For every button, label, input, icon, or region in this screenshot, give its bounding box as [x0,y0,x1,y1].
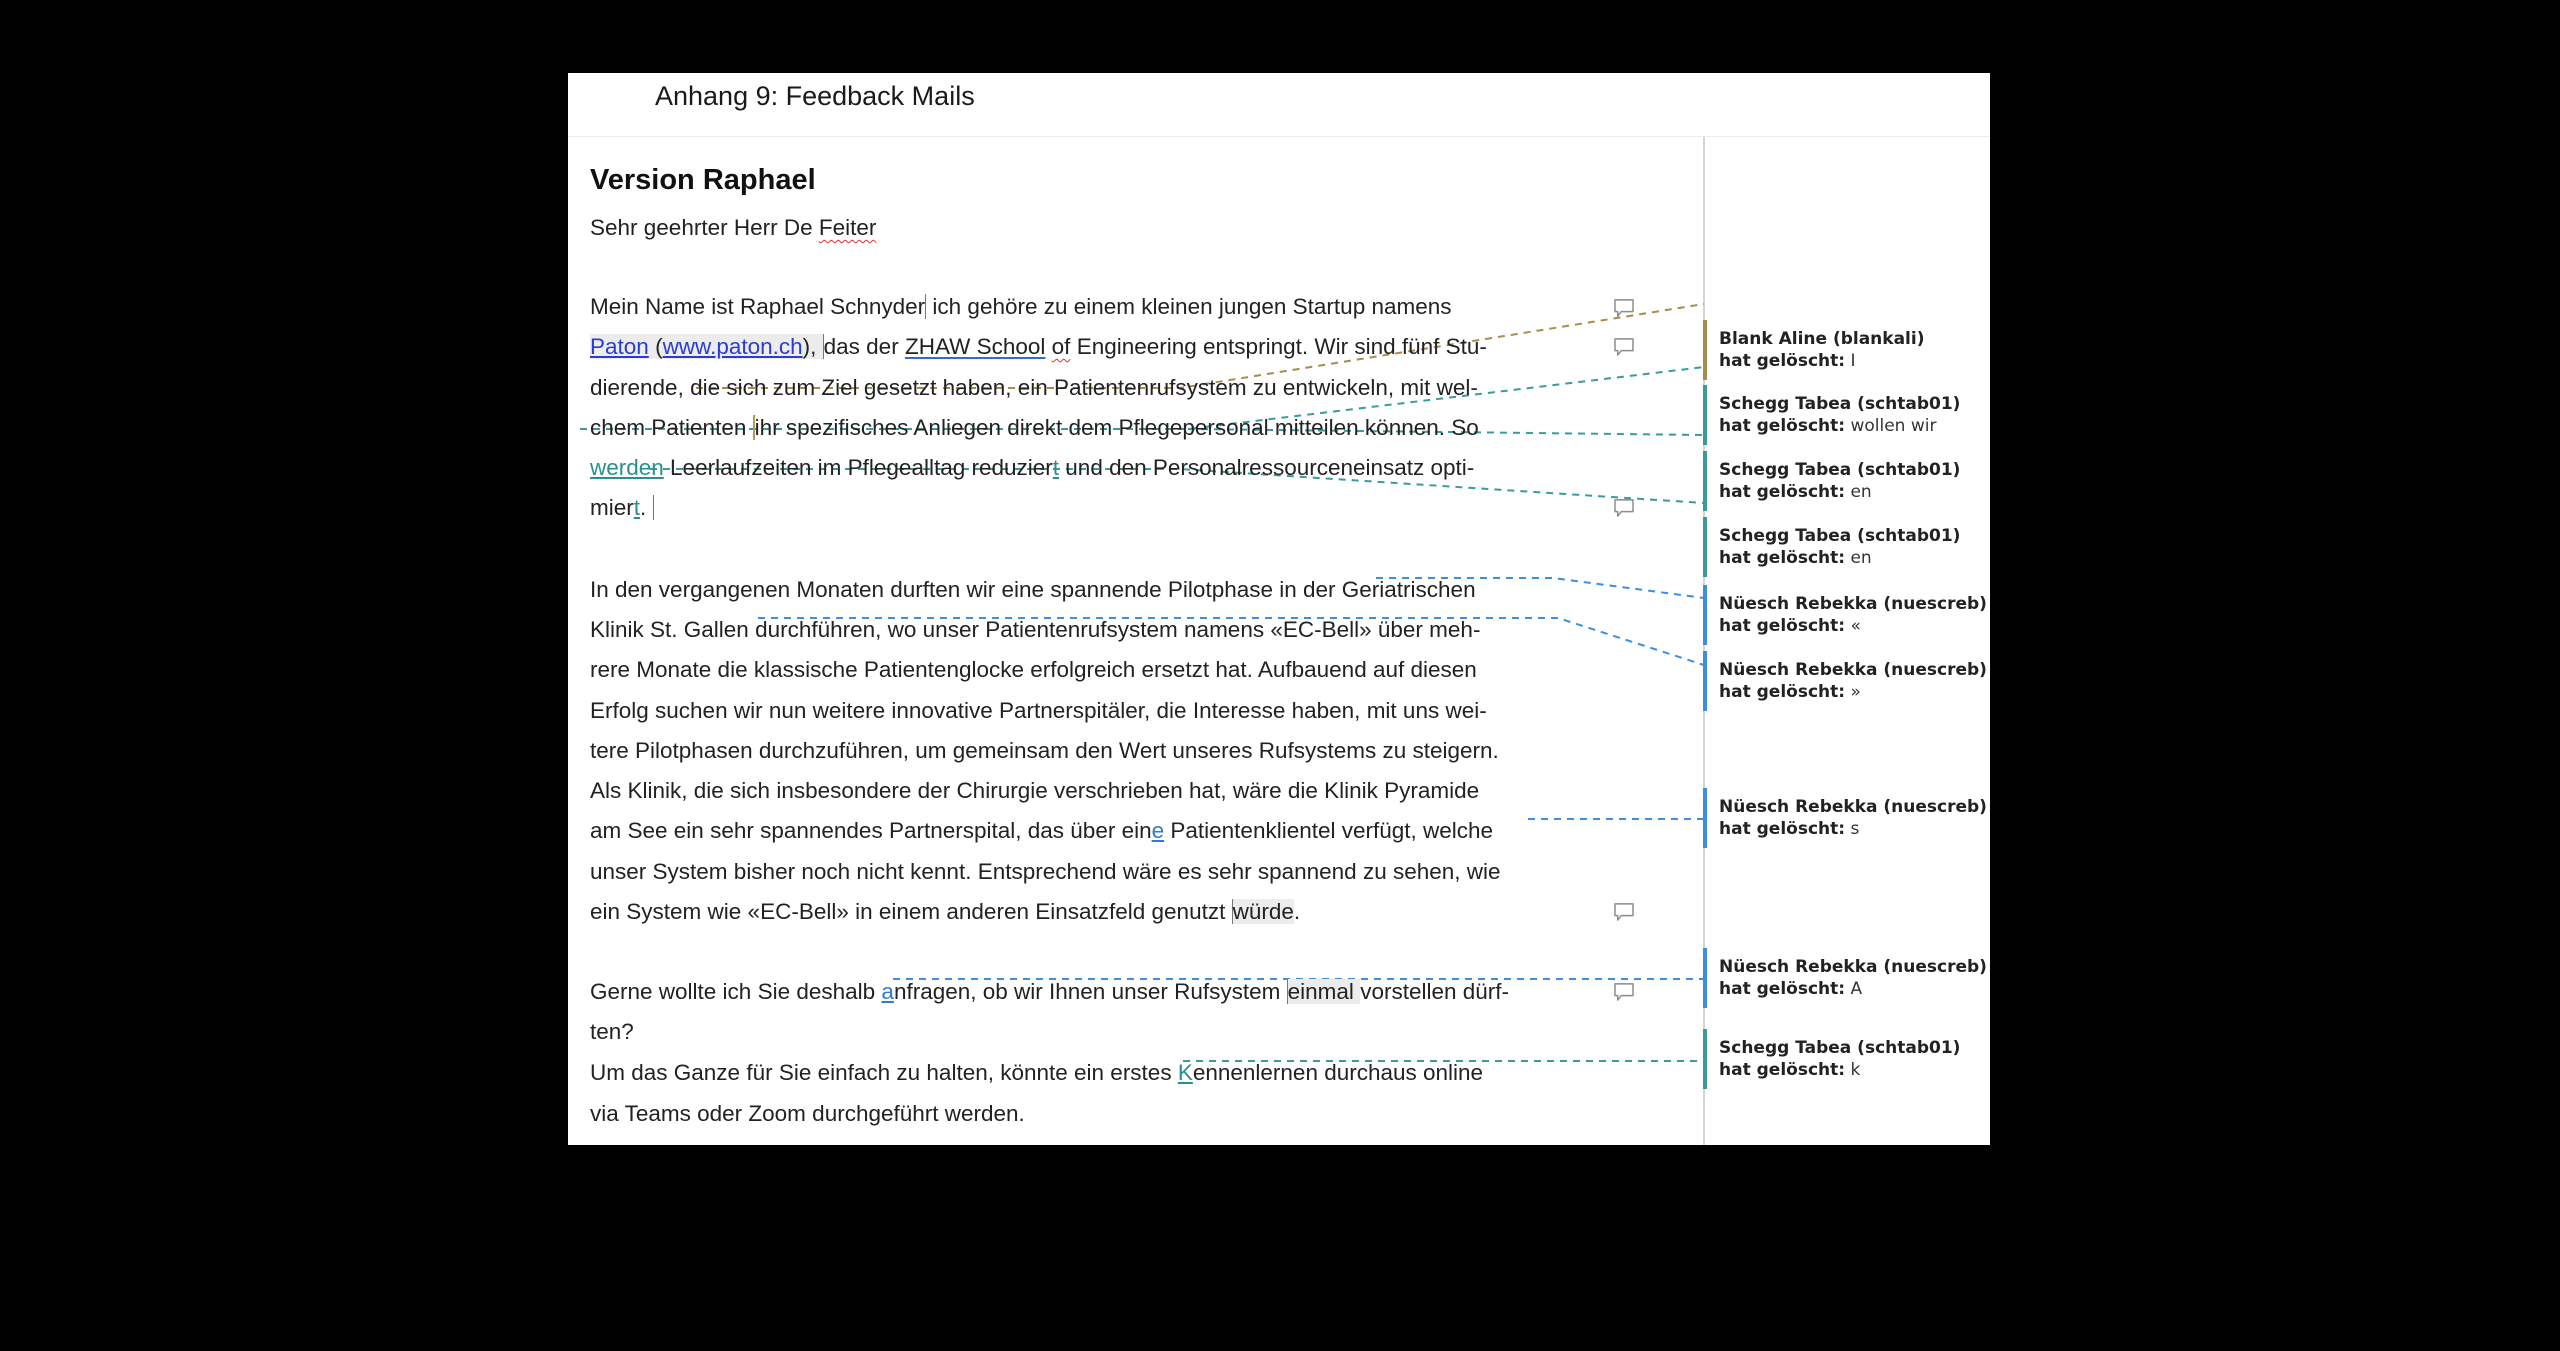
text-run: ein System wie «EC-Bell» in einem anderen Einsatzfeld genutzt [590,899,1232,924]
text-run: . [1293,899,1301,924]
balloon-author: Schegg Tabea (schtab01) [1719,394,1961,414]
inserted-text: e [1151,818,1165,843]
balloon-deletion: hat gelöscht: s [1719,819,1860,839]
para2-line: Klinik St. Gallen durchführen, wo unser Patientenrufsystem namens «EC-Bell» über meh- [590,617,1481,642]
balloon-author: Nüesch Rebekka (nuescreb) [1719,594,1987,614]
document-title: Version Raphael [590,164,816,196]
balloon-color-bar [1703,585,1707,645]
para2-line: In den vergangenen Monaten durften wir eine spannende Pilotphase in der Geriatrischen [590,577,1476,602]
balloon-deletion: hat gelöscht: wollen wir [1719,416,1937,436]
comment-icon[interactable] [1612,338,1636,356]
commented-text[interactable]: würde [1232,899,1294,924]
document-page [568,73,1990,1145]
balloon-deletion: hat gelöscht: en [1719,482,1872,502]
website-link[interactable]: www.paton.ch [662,334,803,359]
text-run: Gerne wollte ich Sie deshalb [590,979,882,1004]
text-run: ), [802,334,823,359]
para2-line: rere Monate die klassische Patientenglocke erfolgreich ersetzt hat. Aufbauend auf diesen [590,657,1477,682]
text-run: Mein Name ist Raphael Schnyder [590,294,926,319]
page-header [568,73,1990,137]
inserted-text: a [881,979,894,1004]
deletion-mark [653,495,660,520]
revision-balloon[interactable] [1704,393,1999,437]
comment-icon[interactable] [1612,983,1636,1001]
salutation [590,213,876,243]
deletion-mark: ihr spezifisches Anliegen direkt dem Pflegepersonal mitteilen können. So [754,415,1479,440]
para3-line [590,977,1509,1007]
para2-line: Erfolg suchen wir nun weitere innovative Partnerspitäler, die Interesse haben, mit uns wei- [590,698,1487,723]
para1-line [590,453,1474,483]
paton-link[interactable]: Paton [590,334,649,359]
balloon-deletion: hat gelöscht: I [1719,351,1856,371]
balloon-deletion: hat gelöscht: » [1719,682,1861,702]
balloon-color-bar [1703,948,1707,1008]
misspelled-word[interactable]: of [1051,334,1071,359]
balloon-author: Blank Aline (blankali) [1719,329,1925,349]
comment-icon[interactable] [1612,299,1636,317]
revision-balloon[interactable] [1704,1037,1999,1081]
balloon-color-bar [1703,385,1707,445]
text-run: am See ein sehr spannendes Partnerspital, das über ein [590,818,1152,843]
para3-line: via Teams oder Zoom durchgeführt werden. [590,1101,1025,1126]
comment-icon[interactable] [1612,499,1636,517]
para1-line: dierende, die sich zum Ziel gesetzt haben, ein Patientenrufsystem zu entwickeln, mit wel- [590,375,1478,400]
para2-line: unser System bisher noch nicht kennt. Entsprechend wäre es sehr spannend zu sehen, wie [590,859,1501,884]
para1-line [590,493,660,523]
salutation-text: Sehr geehrter Herr De [590,215,819,240]
balloon-deletion: hat gelöscht: en [1719,548,1872,568]
revision-balloon[interactable] [1704,659,1999,703]
text-run: vorstellen dürf- [1360,979,1509,1004]
balloon-color-bar [1703,451,1707,511]
grammar-flag[interactable]: ZHAW School [904,334,1046,359]
balloon-author: Schegg Tabea (schtab01) [1719,460,1961,480]
text-run: und den Personalressourceneinsatz opti- [1059,455,1475,480]
text-run: chem Patienten [590,415,753,440]
text-run: ich gehöre zu einem kleinen jungen Startup namens [926,294,1452,319]
para1-line [590,292,1452,322]
para1-line [590,413,1479,443]
inserted-text: werden [590,455,664,480]
balloon-color-bar [1703,517,1707,577]
balloon-deletion: hat gelöscht: « [1719,616,1861,636]
balloon-color-bar [1703,788,1707,848]
header-title: Anhang 9: Feedback Mails [655,81,975,111]
balloon-color-bar [1703,651,1707,711]
text-run: mier [590,495,634,520]
text-run: das der [823,334,905,359]
para2-line: tere Pilotphasen durchzuführen, um gemeinsam den Wert unseres Rufsystems zu steigern. [590,738,1499,763]
revision-balloon[interactable] [1704,459,1999,503]
balloon-author: Schegg Tabea (schtab01) [1719,526,1961,546]
text-run: ennenlernen durchaus online [1192,1060,1484,1085]
para2-line [590,897,1300,927]
para2-line: Als Klinik, die sich insbesondere der Chirurgie verschrieben hat, wäre die Klinik Pyramide [590,778,1480,803]
para2-line [590,816,1493,846]
inserted-text: K [1177,1060,1193,1085]
comment-icon[interactable] [1612,903,1636,921]
balloon-author: Nüesch Rebekka (nuescreb) [1719,957,1987,977]
revision-balloon[interactable] [1704,796,1999,840]
text-run: Patientenklientel verfügt, welche [1164,818,1494,843]
balloon-color-bar [1703,320,1707,380]
para3-line [590,1058,1483,1088]
para3-line: ten? [590,1019,634,1044]
balloon-deletion: hat gelöscht: k [1719,1060,1861,1080]
text-run: Leerlaufzeiten im Pflegealltag reduzier [663,455,1053,480]
balloon-author: Nüesch Rebekka (nuescreb) [1719,660,1987,680]
revision-balloon[interactable] [1704,956,1999,1000]
inserted-text: t [633,495,641,520]
balloon-color-bar [1703,1029,1707,1089]
text-run: Engineering entspringt. Wir sind fünf Stu- [1070,334,1487,359]
text-run: . [640,495,647,520]
para1-line [590,332,1487,362]
balloon-author: Nüesch Rebekka (nuescreb) [1719,797,1987,817]
text-run: Um das Ganze für Sie einfach zu halten, könnte ein erstes [590,1060,1178,1085]
commented-text[interactable]: einmal [1287,979,1361,1004]
text-run: ( [648,334,663,359]
revision-balloon[interactable] [1704,525,1999,569]
balloon-deletion: hat gelöscht: A [1719,979,1863,999]
revision-balloon[interactable] [1704,328,1999,372]
revision-balloon[interactable] [1704,593,1999,637]
text-run: nfragen, ob wir Ihnen unser Rufsystem [893,979,1287,1004]
misspelled-word[interactable]: Feiter [818,215,877,240]
balloon-author: Schegg Tabea (schtab01) [1719,1038,1961,1058]
inserted-text: t [1052,455,1060,480]
